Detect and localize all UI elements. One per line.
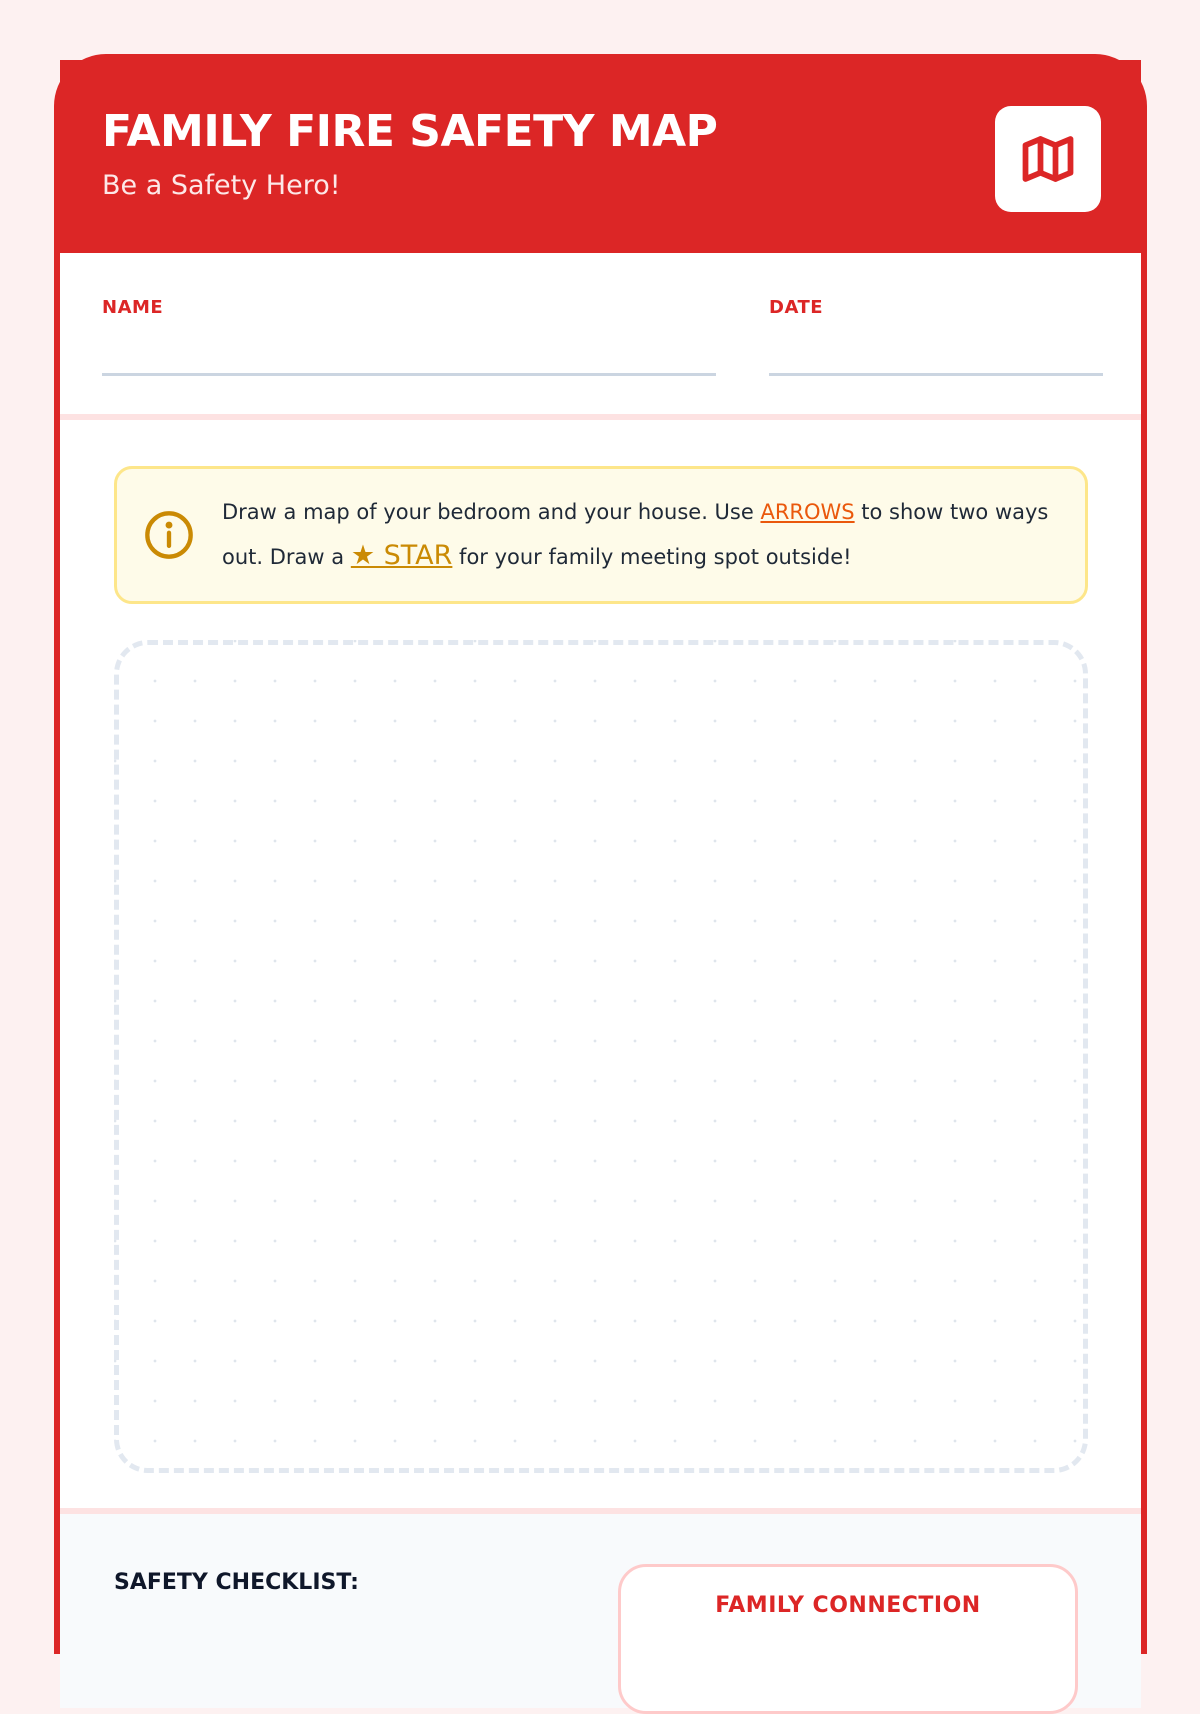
star-keyword: ★ STAR	[350, 540, 453, 571]
map-badge	[995, 106, 1101, 212]
map-icon	[1018, 129, 1078, 189]
bottom-section	[60, 1508, 1141, 1708]
instructions-part1: Draw a map of your bedroom and your house. Use	[222, 500, 761, 524]
date-field[interactable]	[769, 373, 1103, 376]
worksheet-header	[60, 60, 1141, 253]
family-connection-title: FAMILY CONNECTION	[715, 1593, 981, 1618]
arrows-keyword: ARROWS	[760, 500, 855, 524]
page-subtitle: Be a Safety Hero!	[102, 170, 341, 201]
worksheet-card	[54, 54, 1147, 1654]
name-date-section	[60, 253, 1141, 420]
page-title: FAMILY FIRE SAFETY MAP	[102, 106, 718, 157]
instructions-text	[222, 491, 1052, 579]
instructions-box	[114, 466, 1088, 604]
instructions-part2: to show two ways out. Draw a	[222, 500, 1049, 569]
instructions-part3: for your family meeting spot outside!	[452, 545, 852, 569]
name-label: NAME	[102, 297, 164, 318]
family-connection-box	[618, 1564, 1078, 1714]
date-label: DATE	[769, 297, 824, 318]
drawing-area[interactable]	[114, 640, 1088, 1473]
info-icon	[143, 509, 195, 561]
name-field[interactable]	[102, 373, 716, 376]
checklist-title: SAFETY CHECKLIST:	[114, 1570, 359, 1595]
